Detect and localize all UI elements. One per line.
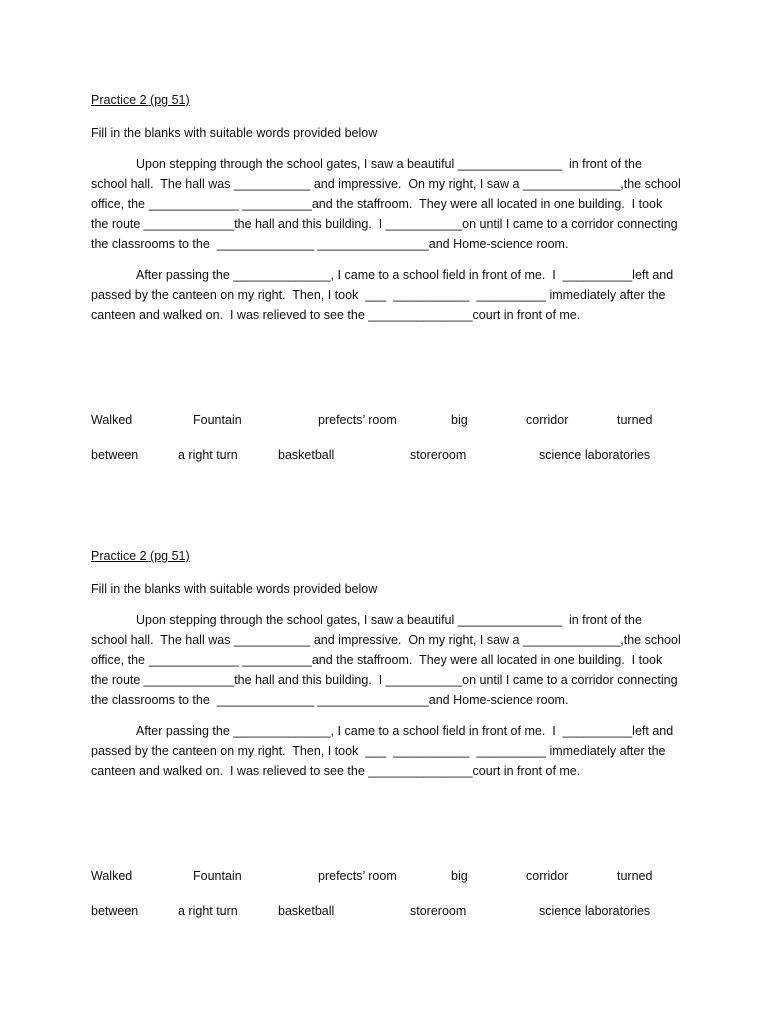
word-bank-item: a right turn xyxy=(178,904,238,918)
word-bank-item: Walked xyxy=(91,413,133,427)
word-bank-item: turned xyxy=(617,413,653,427)
word-bank-item: corridor xyxy=(526,413,569,427)
word-bank-item: storeroom xyxy=(410,904,467,918)
section-title: Practice 2 (pg 51) xyxy=(91,549,190,563)
section-instruction: Fill in the blanks with suitable words provided below xyxy=(91,582,378,596)
section-instruction: Fill in the blanks with suitable words provided below xyxy=(91,126,378,140)
word-bank-row-1 xyxy=(91,410,681,430)
word-bank-item: basketball xyxy=(278,904,335,918)
word-bank-item: a right turn xyxy=(178,448,238,462)
word-bank-item: Fountain xyxy=(193,869,242,883)
word-bank-item: Walked xyxy=(91,869,133,883)
word-bank-item: corridor xyxy=(526,869,569,883)
word-bank-item: science laboratories xyxy=(539,448,651,462)
practice-section-2 xyxy=(91,546,685,918)
word-bank-item: big xyxy=(451,413,468,427)
word-bank-item: basketball xyxy=(278,448,335,462)
word-bank-item: turned xyxy=(617,869,653,883)
word-bank-item: Fountain xyxy=(193,413,242,427)
word-bank-item: big xyxy=(451,869,468,883)
word-bank-row-2 xyxy=(91,901,681,921)
practice-section-1 xyxy=(91,90,685,462)
paragraph-1: Upon stepping through the school gates, I saw a beautiful _______________ in front of the school hall. The hall was ___________ and impressive. On my right, I saw a ______________,the school office, the _____________ __________and the staffroom. They were all located in one building. I took the route _____________the hall and this building. I ___________on until I came to a corridor connecting the classrooms to the ______________ ________________and Home-science room. xyxy=(91,613,685,707)
word-bank-item: prefects’ room xyxy=(318,413,397,427)
word-bank-item: between xyxy=(91,904,139,918)
word-bank-item: storeroom xyxy=(410,448,467,462)
word-bank-row-2 xyxy=(91,445,681,465)
section-title: Practice 2 (pg 51) xyxy=(91,93,190,107)
word-bank-row-1 xyxy=(91,866,681,886)
paragraph-1: Upon stepping through the school gates, I saw a beautiful _______________ in front of the school hall. The hall was ___________ and impressive. On my right, I saw a ______________,the school office, the _____________ __________and the staffroom. They were all located in one building. I took the route _____________the hall and this building. I ___________on until I came to a corridor connecting the classrooms to the ______________ ________________and Home-science room. xyxy=(91,157,685,251)
word-bank-item: science laboratories xyxy=(539,904,651,918)
word-bank-item: prefects’ room xyxy=(318,869,397,883)
paragraph-2: After passing the ______________, I came to a school field in front of me. I __________left and passed by the canteen on my right. Then, I took ___ ___________ __________ immediately after the canteen and walked on. I was relieved to see the _______________court in front of me. xyxy=(91,724,677,778)
paragraph-2: After passing the ______________, I came to a school field in front of me. I __________left and passed by the canteen on my right. Then, I took ___ ___________ __________ immediately after the canteen and walked on. I was relieved to see the _______________court in front of me. xyxy=(91,268,677,322)
word-bank-item: between xyxy=(91,448,139,462)
